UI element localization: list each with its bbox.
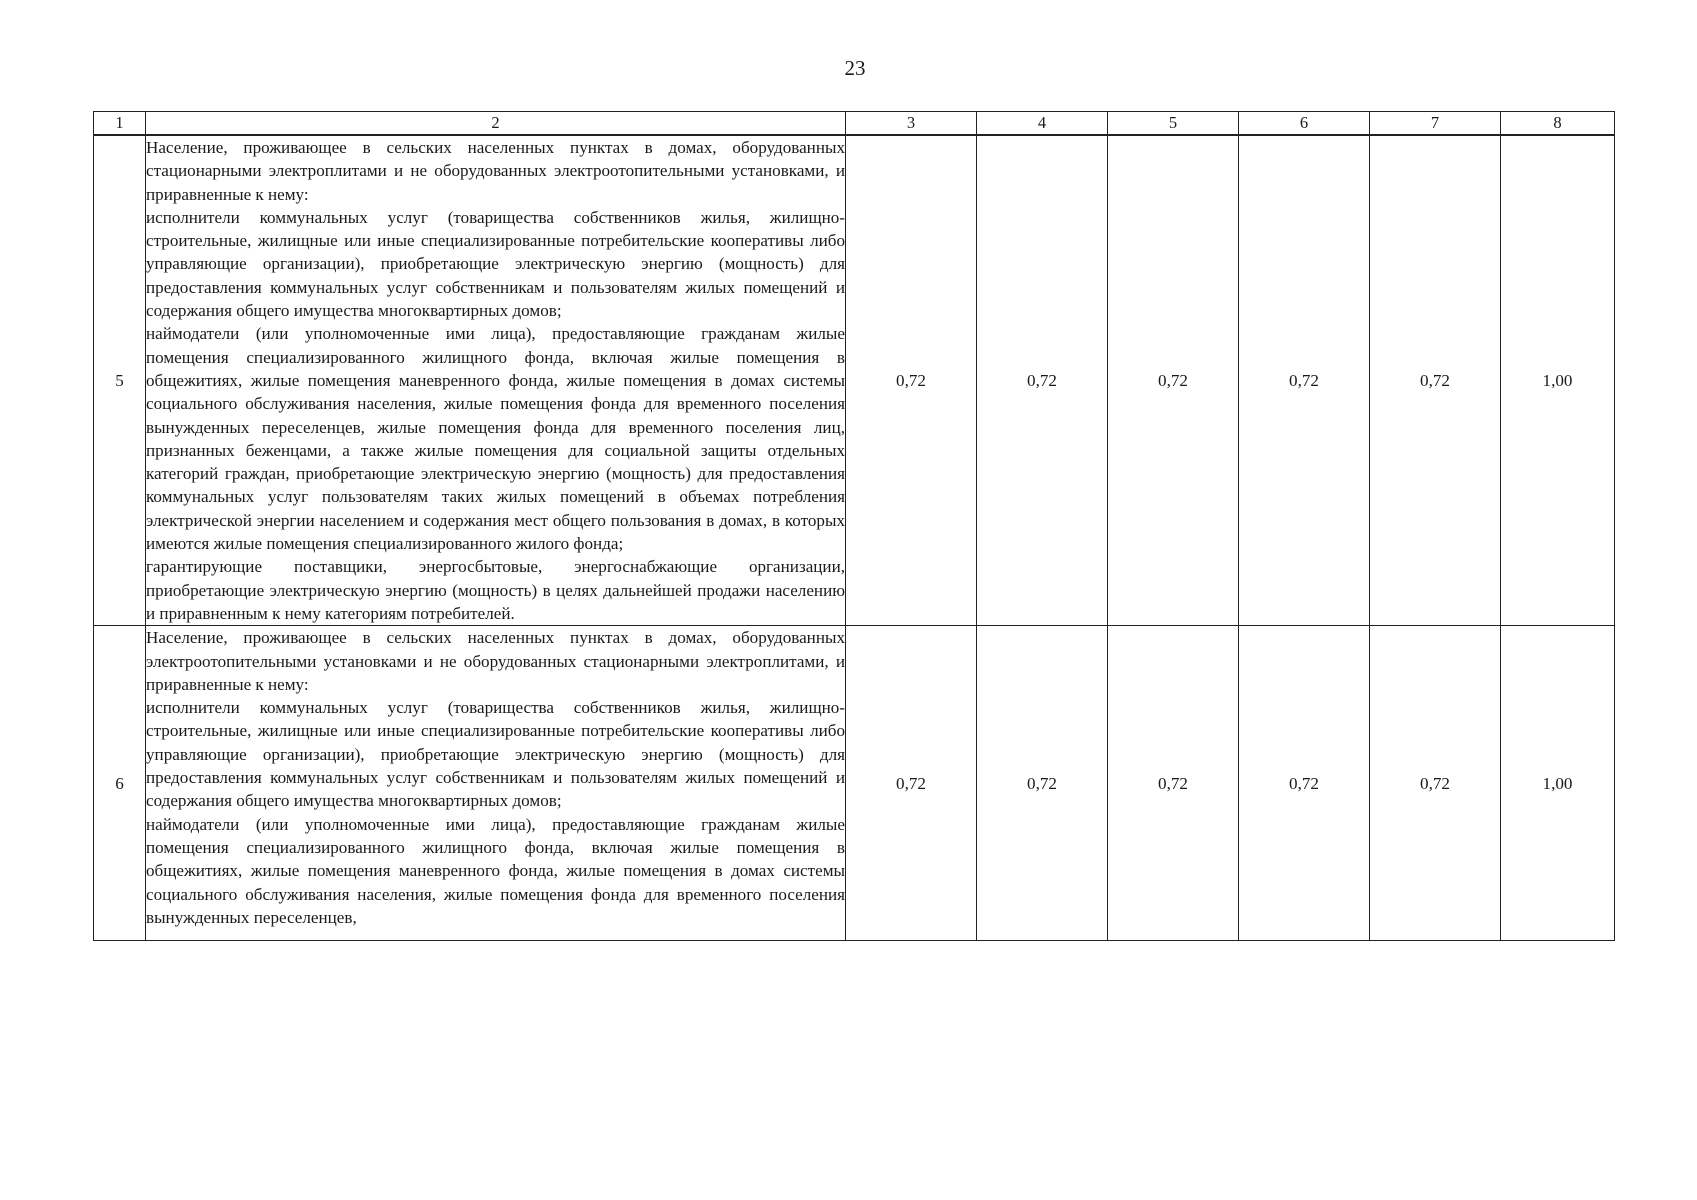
- header-cell-7: 7: [1370, 112, 1501, 136]
- value-cell-5: 0,72: [1108, 626, 1239, 941]
- value-cell-3: 0,72: [846, 135, 977, 626]
- value-cell-8: 1,00: [1501, 626, 1615, 941]
- table-row-5: [94, 135, 1615, 626]
- description-paragraph: гарантирующие поставщики, энергосбытовые, энергоснабжающие организации, приобретающие электрическую энергию (мощность) в целях дальнейшей продажи населению и приравненным к нему категориям потребителей.: [146, 557, 845, 623]
- row-number: 5: [94, 135, 146, 626]
- header-row: [94, 112, 1615, 136]
- value-cell-7: 0,72: [1370, 626, 1501, 941]
- row-description: [146, 626, 846, 941]
- description-text: [146, 626, 845, 940]
- description-paragraph: наймодатели (или уполномоченные ими лица), предоставляющие гражданам жилые помещения специализированного жилищного фонда, включая жилые помещения в общежитиях, жилые помещения маневренного фонда, жилые помещения в домах системы социального обслуживания населения, жилые помещения фонда для временного поселения вынужденных переселенцев, жилые помещения фонда для временного поселения лиц, признанных беженцами, а также жилые помещения для социальной защиты отдельных категорий граждан, приобретающие электрическую энергию (мощность) для предоставления коммунальных услуг пользователям таких жилых помещений в объемах потребления электрической энергии населением и содержания мест общего пользования в домах, в которых имеются жилые помещения специализированного жилого фонда;: [146, 324, 845, 554]
- value-cell-8: 1,00: [1501, 135, 1615, 626]
- description-paragraph: наймодатели (или уполномоченные ими лица), предоставляющие гражданам жилые помещения специализированного жилищного фонда, включая жилые помещения в общежитиях, жилые помещения маневренного фонда, жилые помещения в домах системы социального обслуживания населения, жилые помещения фонда для временного поселения вынужденных переселенцев,: [146, 814, 845, 927]
- header-cell-8: 8: [1501, 112, 1615, 136]
- header-cell-3: 3: [846, 112, 977, 136]
- value-cell-4: 0,72: [977, 626, 1108, 941]
- header-cell-5: 5: [1108, 112, 1239, 136]
- table-row-6: [94, 626, 1615, 941]
- description-paragraph: исполнители коммунальных услуг (товарищества собственников жилья, жилищно-строительные, жилищные или иные специализированные потребительские кооперативы либо управляющие организации), приобретающие электрическую энергию (мощность) для предоставления коммунальных услуг собственникам и пользователям жилых помещений и содержания общего имущества многоквартирных домов;: [146, 207, 845, 321]
- value-cell-3: 0,72: [846, 626, 977, 941]
- value-cell-6: 0,72: [1239, 135, 1370, 626]
- header-cell-2: 2: [146, 112, 846, 136]
- description-paragraph: Население, проживающее в сельских населенных пунктах в домах, оборудованных электроотопительными установками и не оборудованных стационарными электроплитами, и приравненные к нему:: [146, 628, 845, 694]
- header-cell-4: 4: [977, 112, 1108, 136]
- value-cell-5: 0,72: [1108, 135, 1239, 626]
- header-cell-1: 1: [94, 112, 146, 136]
- value-cell-7: 0,72: [1370, 135, 1501, 626]
- value-cell-6: 0,72: [1239, 626, 1370, 941]
- tariff-table: [93, 111, 1615, 941]
- description-paragraph: исполнители коммунальных услуг (товарищества собственников жилья, жилищно-строительные, жилищные или иные специализированные потребительские кооперативы либо управляющие организации), приобретающие электрическую энергию (мощность) для предоставления коммунальных услуг собственникам и пользователям жилых помещений и содержания общего имущества многоквартирных домов;: [146, 698, 845, 811]
- description-paragraph: Население, проживающее в сельских населенных пунктах в домах, оборудованных стационарными электроплитами и не оборудованных электроотопительными установками, и приравненные к нему:: [146, 138, 845, 204]
- header-cell-6: 6: [1239, 112, 1370, 136]
- row-description: [146, 135, 846, 626]
- value-cell-4: 0,72: [977, 135, 1108, 626]
- row-number: 6: [94, 626, 146, 941]
- page-number: 23: [844, 56, 866, 80]
